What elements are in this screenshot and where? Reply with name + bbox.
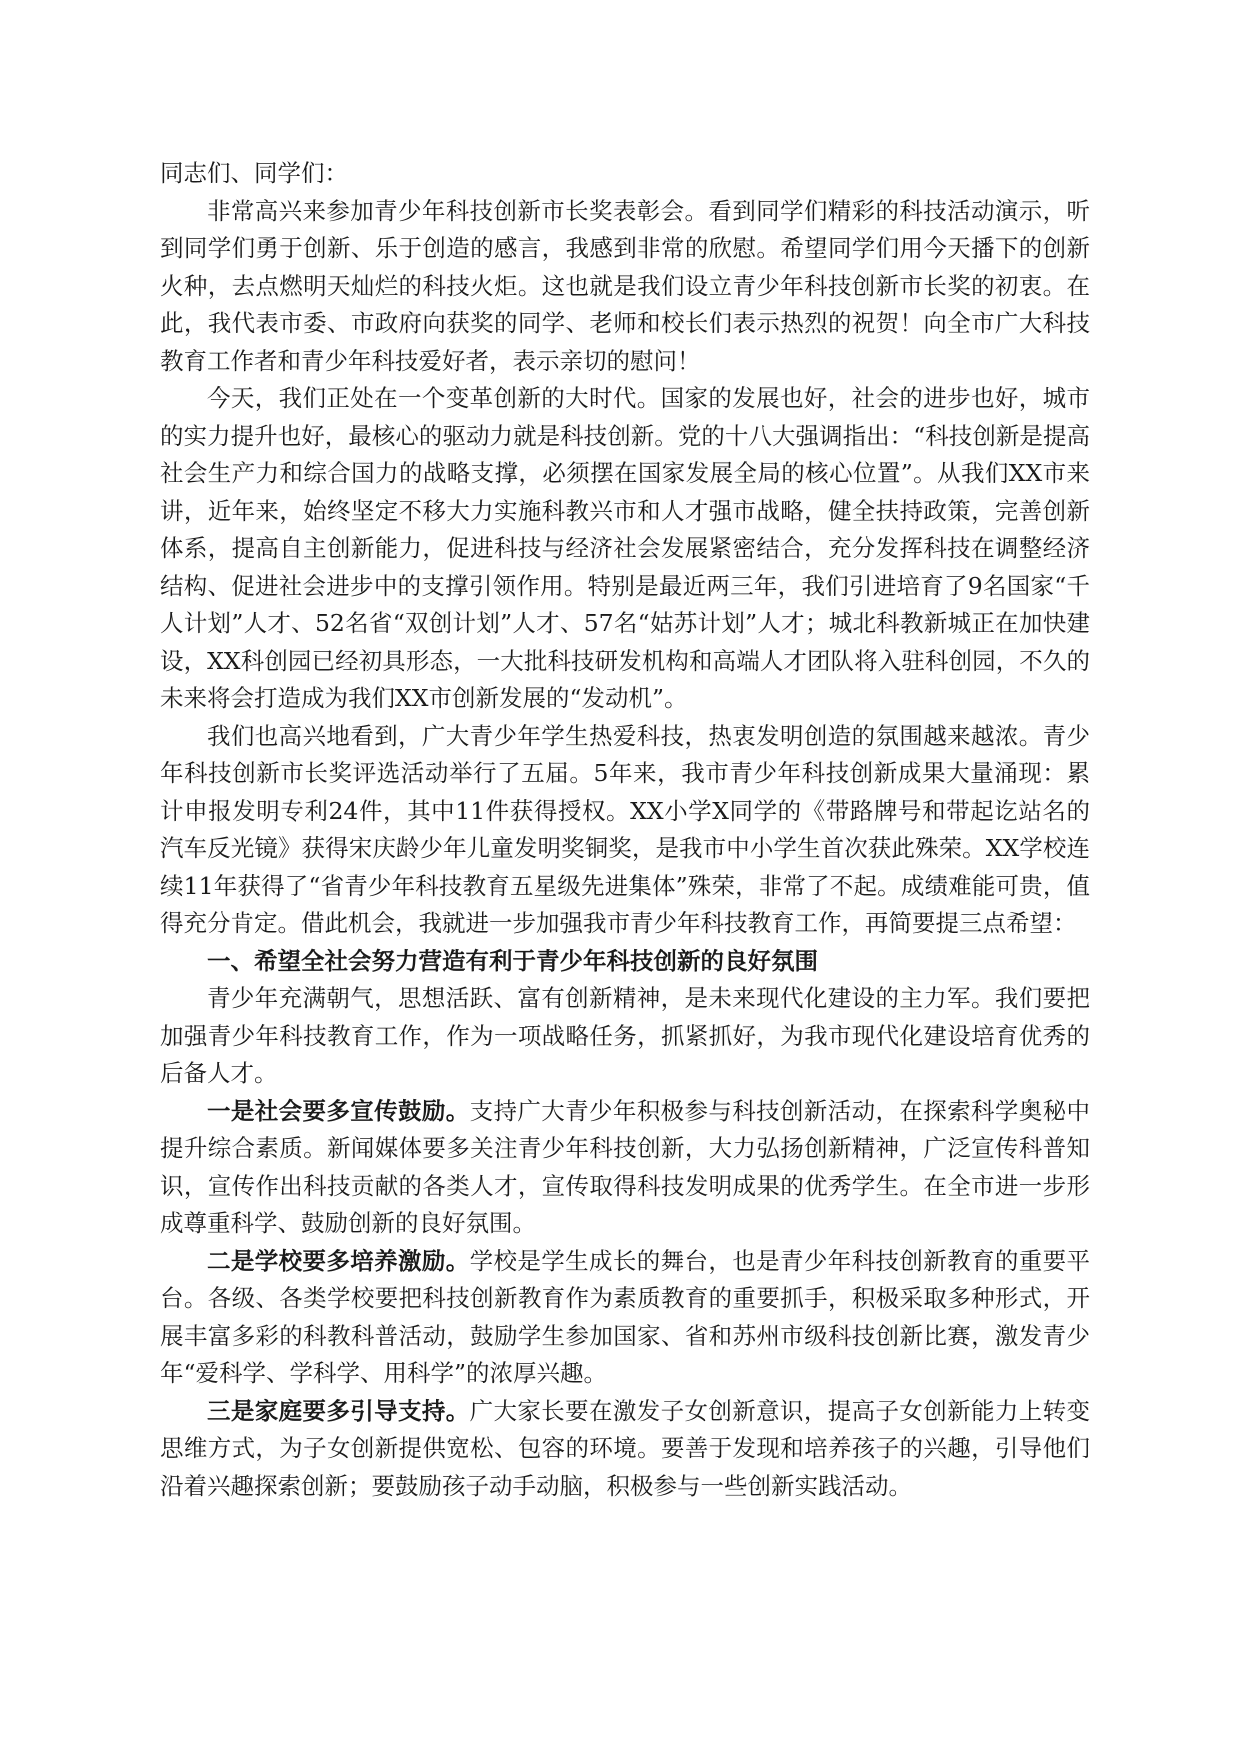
point-school-text: 学校是学生成长的舞台，也是青少年科技创新教育的重要平台。各级、各类学校要把科技创新教育作为素质教育的重要抓手，积极采取多种形式，开展丰富多彩的科教科普活动，鼓励学生参加国家、省和苏州市级科技创新比赛，激发青少年“爱科学、学科学、用科学”的浓厚兴趣。 xyxy=(160,1246,1090,1387)
paragraph-opening: 非常高兴来参加青少年科技创新市长奖表彰会。看到同学们精彩的科技活动演示，听到同学们勇于创新、乐于创造的感言，我感到非常的欣慰。希望同学们用今天播下的创新火种，去点燃明天灿烂的科技火炬。这也就是我们设立青少年科技创新市长奖的初衷。在此，我代表市委、市政府向获奖的同学、老师和校长们表示热烈的祝贺！向全市广大科技教育工作者和青少年科技爱好者，表示亲切的慰问！ xyxy=(160,196,1090,375)
point-society xyxy=(160,1093,1090,1243)
point-family-lead: 三是家庭要多引导支持。 xyxy=(207,1396,470,1425)
speech-document xyxy=(160,155,1090,1505)
point-society-lead: 一是社会要多宣传鼓励。 xyxy=(207,1096,470,1125)
point-family-text: 广大家长要在激发子女创新意识，提高子女创新能力上转变思维方式，为子女创新提供宽松、包容的环境。要善于发现和培养孩子的兴趣，引导他们沿着兴趣探索创新；要鼓励孩子动手动脑，积极参与一些创新实践活动。 xyxy=(160,1396,1090,1500)
paragraph-era-of-innovation: 今天，我们正处在一个变革创新的大时代。国家的发展也好，社会的进步也好，城市的实力提升也好，最核心的驱动力就是科技创新。党的十八大强调指出：“科技创新是提高社会生产力和综合国力的战略支撑，必须摆在国家发展全局的核心位置”。从我们XX市来讲，近年来，始终坚定不移大力实施科教兴市和人才强市战略，健全扶持政策，完善创新体系，提高自主创新能力，促进科技与经济社会发展紧密结合，充分发挥科技在调整经济结构、促进社会进步中的支撑引领作用。特别是最近两三年，我们引进培育了9名国家“千人计划”人才、52名省“双创计划”人才、57名“姑苏计划”人才；城北科教新城正在加快建设，XX科创园已经初具形态，一大批科技研发机构和高端人才团队将入驻科创园，不久的未来将会打造成为我们XX市创新发展的“发动机”。 xyxy=(160,384,1090,712)
point-school xyxy=(160,1243,1090,1393)
point-family xyxy=(160,1393,1090,1506)
paragraph-achievements: 我们也高兴地看到，广大青少年学生热爱科技，热衷发明创造的氛围越来越浓。青少年科技创新市长奖评选活动举行了五届。5年来，我市青少年科技创新成果大量涌现：累计申报发明专利24件，其中11件获得授权。XX小学X同学的《带路牌号和带起讫站名的汽车反光镜》获得宋庆龄少年儿童发明奖铜奖，是我市中小学生首次获此殊荣。XX学校连续11年获得了“省青少年科技教育五星级先进集体”殊荣，非常了不起。成绩难能可贵，值得充分肯定。借此机会，我就进一步加强我市青少年科技教育工作，再简要提三点希望： xyxy=(160,721,1090,937)
salutation: 同志们、同学们： xyxy=(160,159,348,187)
point-society-text: 支持广大青少年积极参与科技创新活动，在探索科学奥秘中提升综合素质。新闻媒体要多关注青少年科技创新，大力弘扬创新精神，广泛宣传科普知识，宣传作出科技贡献的各类人才，宣传取得科技发明成果的优秀学生。在全市进一步形成尊重科学、鼓励创新的良好氛围。 xyxy=(160,1096,1090,1237)
section-heading: 一、希望全社会努力营造有利于青少年科技创新的良好氛围 xyxy=(207,946,818,975)
section-intro: 青少年充满朝气，思想活跃、富有创新精神，是未来现代化建设的主力军。我们要把加强青少年科技教育工作，作为一项战略任务，抓紧抓好，为我市现代化建设培育优秀的后备人才。 xyxy=(160,984,1090,1087)
point-school-lead: 二是学校要多培养激励。 xyxy=(207,1246,470,1275)
